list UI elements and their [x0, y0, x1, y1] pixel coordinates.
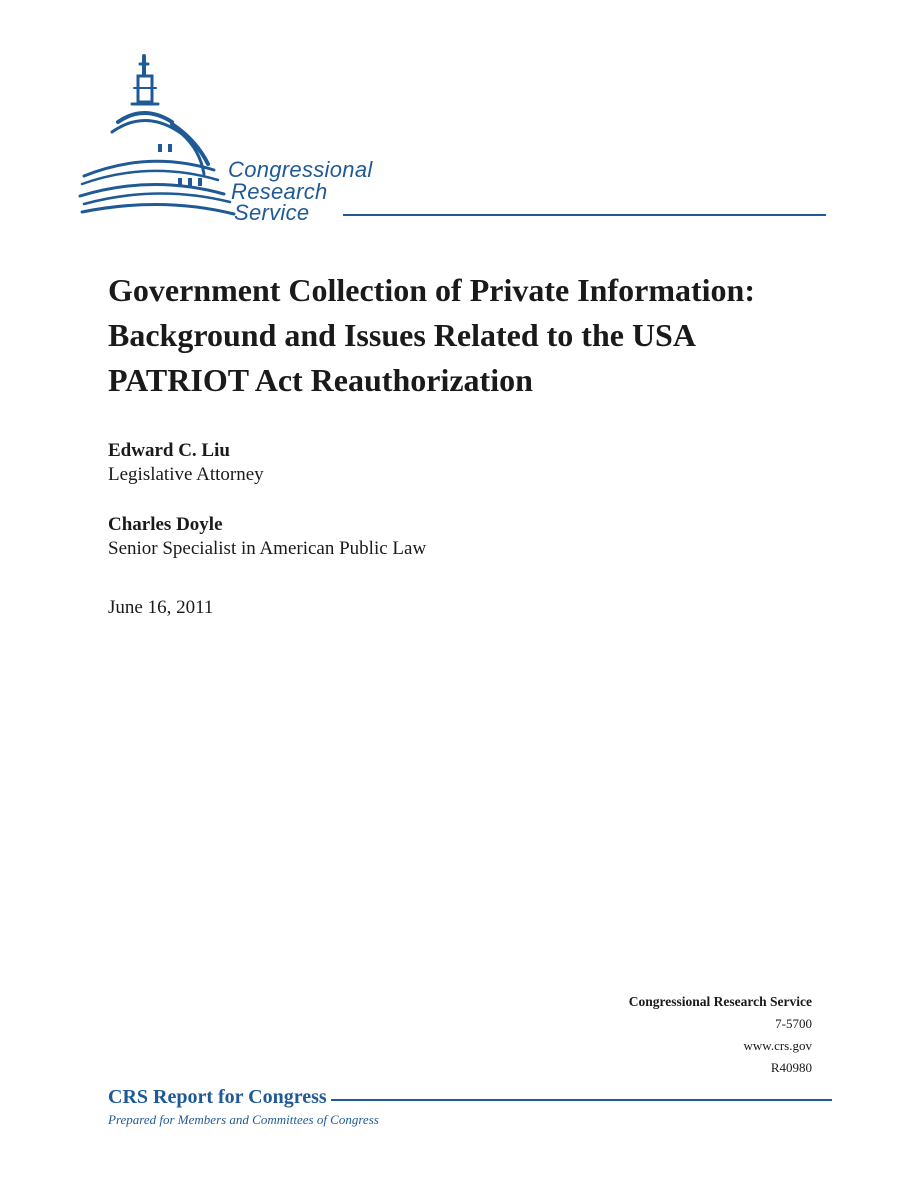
author-role: Senior Specialist in American Public Law — [108, 538, 427, 559]
author-name: Charles Doyle — [108, 514, 223, 535]
capitol-dome-icon — [78, 52, 238, 227]
phone-number: 7-5700 — [775, 1016, 812, 1031]
crs-logo — [78, 52, 838, 227]
author-name: Edward C. Liu — [108, 440, 230, 461]
author-role: Legislative Attorney — [108, 464, 264, 485]
footer — [108, 1086, 832, 1128]
report-date: June 16, 2011 — [108, 597, 214, 618]
author-block — [108, 439, 264, 487]
org-name: Congressional Research Service — [628, 994, 812, 1009]
report-number: R40980 — [770, 1060, 812, 1075]
author-block — [108, 513, 426, 561]
report-info — [629, 991, 812, 1079]
logo-word-congressional: Congressional — [228, 157, 373, 182]
logo-word-research: Research — [231, 179, 328, 204]
report-title: Government Collection of Private Information: Background and Issues Related to the USA PATRIOT Act Reauthorization — [108, 272, 755, 398]
footer-title: CRS Report for Congress — [108, 1086, 331, 1108]
logo-rule — [343, 214, 826, 216]
website-link[interactable]: www.crs.gov — [743, 1038, 812, 1053]
logo-word-service: Service — [234, 200, 310, 225]
footer-subtitle: Prepared for Members and Committees of Congress — [108, 1112, 379, 1127]
